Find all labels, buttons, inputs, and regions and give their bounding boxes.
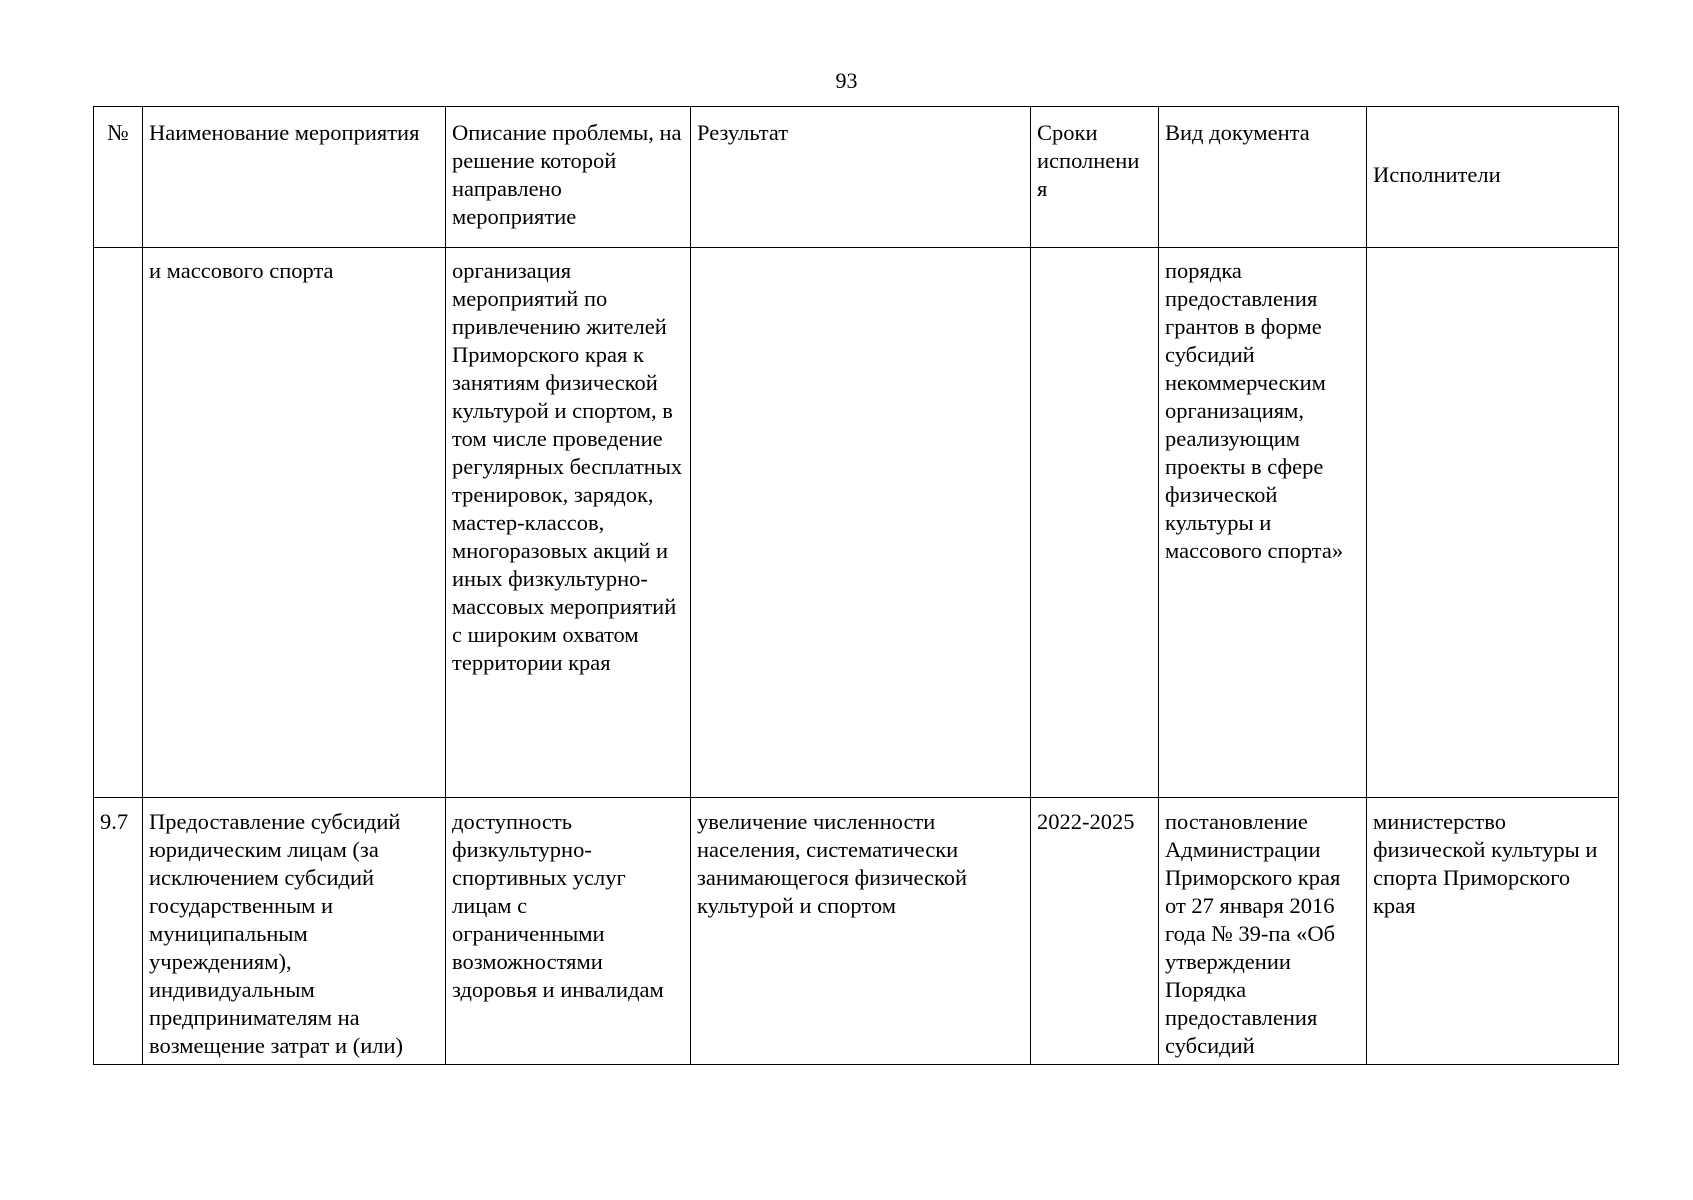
cell-document-type: порядка предоставления грантов в форме субсидий некоммерческим организациям, реализующим проекты в сфере физической культуры и массового спорта» [1159,248,1367,798]
cell-result: увеличение численности населения, систематически занимающегося физической культурой и спортом [691,798,1031,1065]
header-result: Результат [691,107,1031,248]
cell-document-type: постановление Администрации Приморского края от 27 января 2016 года № 39-па «Об утверждении Порядка предоставления субсидий [1159,798,1367,1065]
cell-number [94,248,143,798]
cell-terms: 2022-2025 [1031,798,1159,1065]
header-number: № [94,107,143,248]
header-problem-description: Описание проблемы, на решение которой направлено мероприятие [446,107,691,248]
table-header-row [94,107,1619,248]
header-document-type: Вид документа [1159,107,1367,248]
cell-executors: министерство физической культуры и спорта Приморского края [1367,798,1619,1065]
table-row [94,248,1619,798]
header-executors: Исполнители [1367,107,1619,248]
cell-measure-name: Предоставление субсидий юридическим лицам (за исключением субсидий государственным и муниципальным учреждениям), индивидуальным предпринимателям на возмещение затрат и (или) [143,798,446,1065]
cell-problem-description: доступность физкультурно-спортивных услуг лицам с ограниченными возможностями здоровья и инвалидам [446,798,691,1065]
cell-result [691,248,1031,798]
page-number: 93 [835,68,858,93]
header-terms: Сроки исполнени я [1031,107,1159,248]
cell-problem-description: организация мероприятий по привлечению жителей Приморского края к занятиям физической культурой и спортом, в том числе проведение регулярных бесплатных тренировок, зарядок, мастер-классов, многоразовых акций и иных физкультурно-массовых мероприятий с широким охватом территории края [446,248,691,798]
cell-number: 9.7 [94,798,143,1065]
table-row [94,798,1619,1065]
header-measure-name: Наименование мероприятия [143,107,446,248]
cell-measure-name: и массового спорта [143,248,446,798]
cell-terms [1031,248,1159,798]
cell-executors [1367,248,1619,798]
measures-table [93,106,1619,1065]
